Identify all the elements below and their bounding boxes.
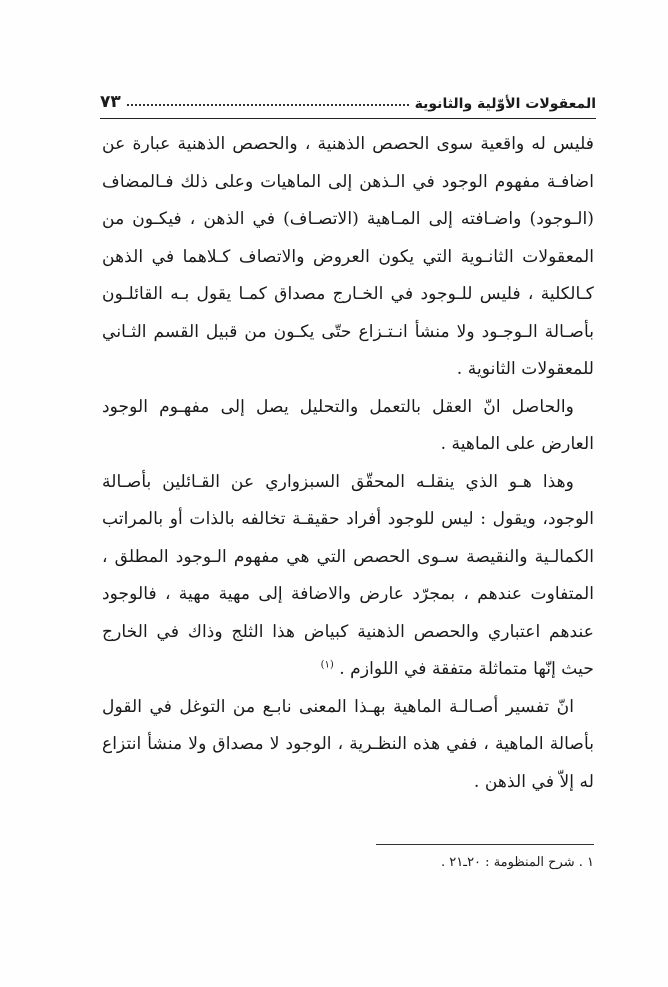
footnote-text: ١ . شرح المنظومة : ٢٠ـ٢١ . [441,855,594,870]
paragraph-3-text: وهذا هـو الذي ينقلـه المحقّق السبزواري عن القـائلين بأصـالة الوجود، ويقول : ليس للوجود أفراد حقيقـة تخالفه بالذات أو بالمراتب الكمالـية والنقيصة سـوى الحصص التي هي مفهوم الـوجود المطلق ، المتفاوت عندهم ، بمجرّد عارض والاضافة إلى مهية مهية ، فالوجود عندهم اعتباري والحصص الذهنية كبياض هذا الثلج وذاك في الخارج حيث إنّها متماثلة متفقة في اللوازم . [102,471,594,679]
footnote-reference[interactable]: (١) [320,659,334,671]
body-text [102,126,594,801]
paragraph-2 [102,389,594,464]
footnote [300,853,594,873]
header-dot-leader [127,104,409,106]
header-rule [100,118,596,119]
running-header [100,86,596,112]
header-title: المعقولات الأوّلية والثانوية [414,96,596,112]
page-number: ٧٣ [100,92,121,112]
paragraph-1-text: فليس له واقعية سوى الحصص الذهنية ، والحصص الذهنية عبارة عن اضافـة مفهوم الوجود في الـذهن إلى الماهيات وعلى ذلك فـالمضاف (الـوجود) واضـافته إلى المـاهية (الاتصـاف) في الذهن ، فيكـون من المعقولات الثانـوية التي يكون العروض والاتصاف كـلاهما في الذهن كـالكلية ، فليس للـوجود في الخـارج مصداق كمـا يقول بـه القائلـون بأصـالة الـوجـود ولا منشأ انـتـزاع حتّى يكـون من قبيل القسم الثـاني للمعقولات الثانوية . [102,134,594,379]
paragraph-4-text: انّ تفسير أصـالـة الماهية بهـذا المعنى نابـع من التوغل في القول بأصالة الماهية ، ففي هذه النظـرية ، الوجود لا مصداق ولا منشأ انتزاع له إلاّ في الذهن . [102,696,594,792]
paragraph-1 [102,126,594,389]
paragraph-4 [102,689,594,802]
paragraph-2-text: والحاصل انّ العقل بالتعمل والتحليل يصل إلى مفهـوم الوجود العارض على الماهية . [102,396,594,454]
paragraph-3 [102,464,594,689]
footnote-rule [376,844,594,845]
